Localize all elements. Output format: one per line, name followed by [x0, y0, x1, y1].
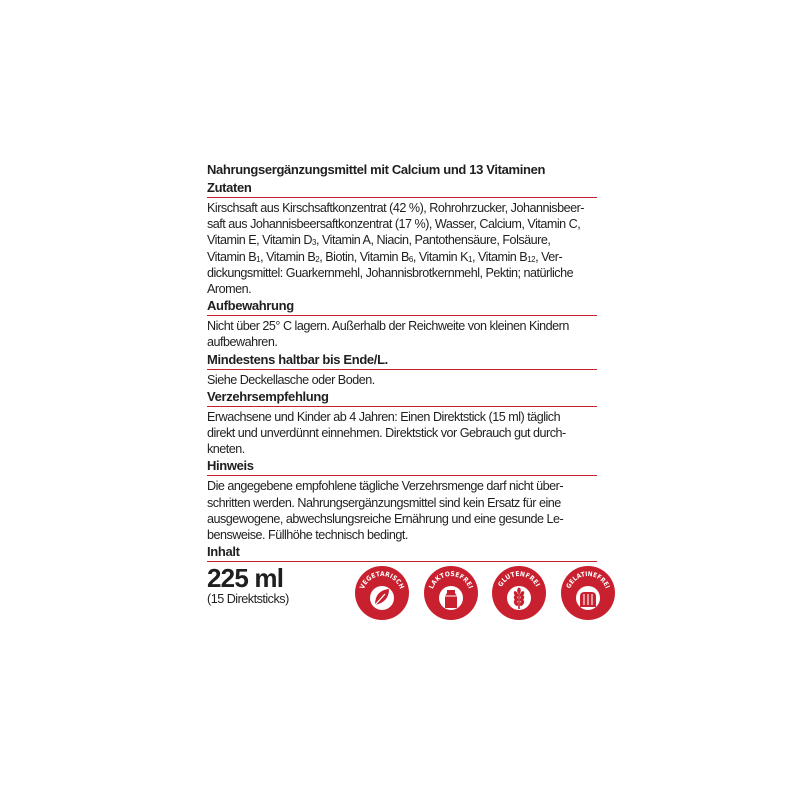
badge-laktosefrei	[423, 565, 479, 621]
text-line: Siehe Deckellasche oder Boden.	[207, 372, 375, 387]
badge-vegetarisch	[354, 565, 410, 621]
badge-text: VEGETARISCH	[358, 570, 406, 591]
text-line: Erwachsene und Kinder ab 4 Jahren: Einen Direktstick (15 ml) täglich	[207, 409, 561, 424]
badge-glutenfrei	[491, 565, 547, 621]
section-heading-zutaten: Zutaten	[207, 180, 597, 198]
milk-carton-icon	[439, 586, 463, 610]
content-row	[207, 562, 612, 612]
badge-text: GELATINEFREI	[564, 570, 612, 590]
text-line: direkt und unverdünnt einnehmen. Direktstick vor Gebrauch gut durch-	[207, 426, 566, 441]
notice-text	[207, 478, 597, 543]
section-heading-verzehr: Verzehrsempfehlung	[207, 389, 597, 407]
storage-text	[207, 318, 597, 350]
best-before-text	[207, 372, 597, 388]
text-line: Vitamin E, Vitamin $D_3$, Vitamin A, Niacin, Pantothensäure, Folsäure,	[207, 233, 551, 248]
gelatine-icon	[576, 586, 600, 610]
text-line: bensweise. Füllhöhe technisch bedingt.	[207, 528, 408, 543]
ingredients-text	[207, 200, 597, 297]
text-line: Die angegebene empfohlene tägliche Verzehrsmenge darf nicht über-	[207, 479, 564, 494]
section-heading-hinweis: Hinweis	[207, 458, 597, 476]
badge-text: GLUTENFREI	[496, 570, 542, 589]
text-line: dickungsmittel: Guarkernmehl, Johannisbrotkernmehl, Pektin; natürliche	[207, 265, 574, 280]
section-heading-mhd: Mindestens haltbar bis Ende/L.	[207, 352, 597, 370]
text-line: Aromen.	[207, 282, 252, 297]
section-heading-inhalt: Inhalt	[207, 544, 597, 562]
stick-count: (15 Direktsticks)	[207, 592, 289, 607]
section-heading-aufbewahrung: Aufbewahrung	[207, 298, 597, 316]
label-title: Nahrungsergänzungsmittel mit Calcium und 13 Vitaminen	[207, 162, 546, 177]
net-volume: 225 ml	[207, 563, 284, 594]
text-line: saft aus Johannisbeersaftkonzentrat (17 %), Wasser, Calcium, Vitamin C,	[207, 217, 581, 232]
wheat-icon	[507, 586, 531, 610]
text-line: schritten werden. Nahrungsergänzungsmittel sind kein Ersatz für eine	[207, 495, 561, 510]
text-line: ausgewogene, abwechslungsreiche Ernährung und eine gesunde Le-	[207, 511, 564, 526]
leaf-icon	[370, 586, 394, 610]
text-line: Vitamin $B_1$, Vitamin $B_2$, Biotin, Vitamin $B_6$, Vitamin $K_1$, Vitamin $B_{12}$, Ver-	[207, 249, 563, 264]
text-line: kneten.	[207, 442, 245, 457]
product-label	[207, 161, 612, 612]
text-line: aufbewahren.	[207, 335, 278, 350]
text-line: Kirschsaft aus Kirschsaftkonzentrat (42 %), Rohrohrzucker, Johannisbeer-	[207, 201, 584, 215]
dosage-text	[207, 409, 597, 458]
text-line: Nicht über 25° C lagern. Außerhalb der Reichweite von kleinen Kindern	[207, 319, 569, 334]
badge-text: LAKTOSEFREI	[427, 570, 475, 591]
badge-gelatinefrei	[560, 565, 616, 621]
